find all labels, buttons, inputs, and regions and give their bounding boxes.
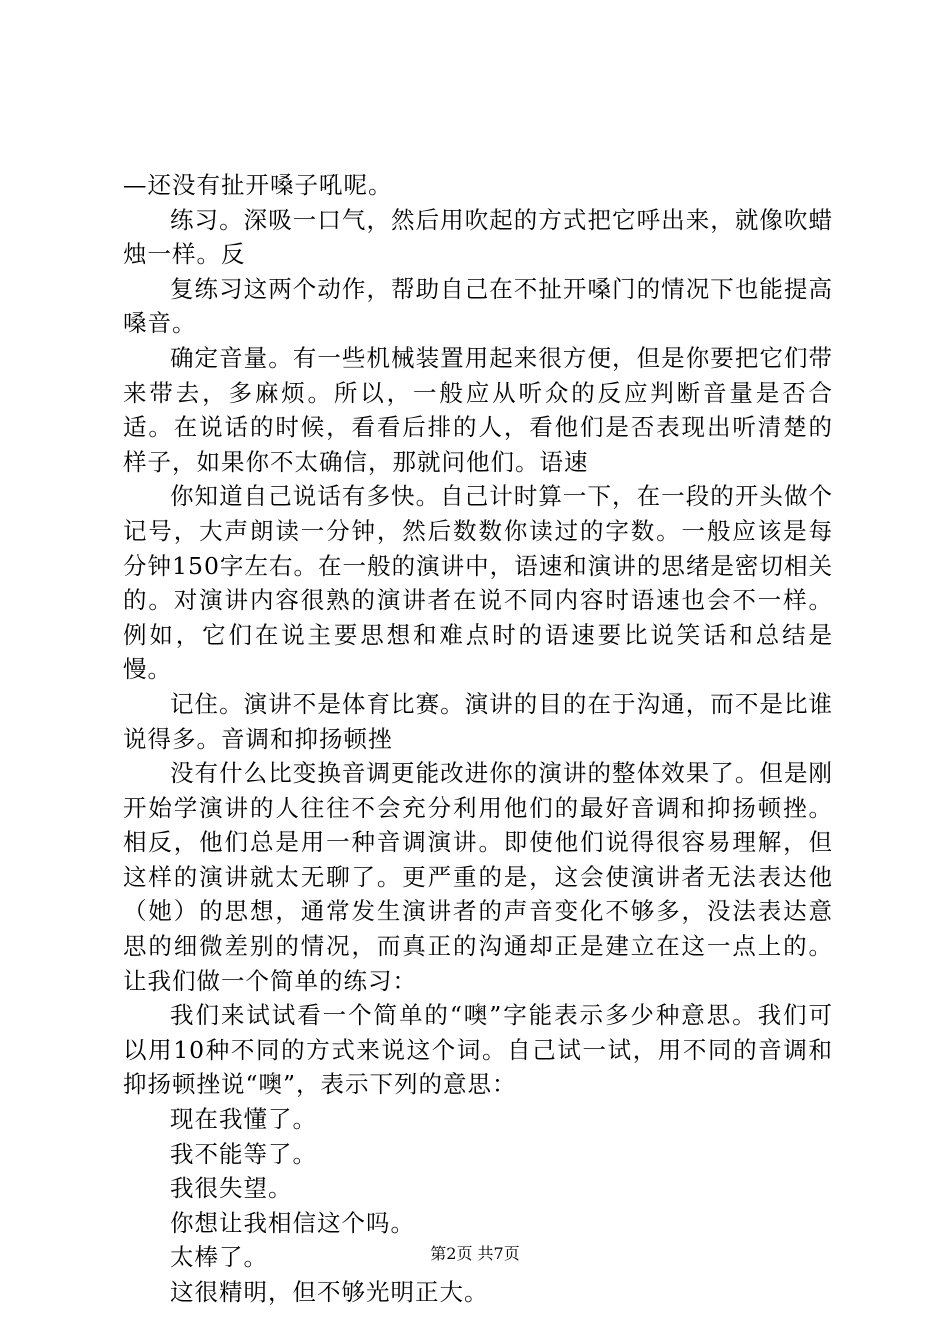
paragraph-1: —还没有扯开嗓子吼呢。 — [123, 171, 393, 199]
paragraph-8: 我们来试试看一个简单的“噢”字能表示多少种意思。我们可以用10种不同的方式来说这个词。自己试一试，用不同的音调和抑扬顿挫说“噢”，表示下列的意思： — [123, 1001, 833, 1099]
paragraph-4: 确定音量。有一些机械装置用起来很方便，但是你要把它们带来带去，多麻烦。所以，一般应从听众的反应判断音量是否合适。在说话的时候，看看后排的人，看他们是否表现出听清楚的样子，如果你不太确信，那就问他们。语速 — [123, 343, 833, 476]
list-item: 这很精明，但不够光明正大。 — [170, 1278, 489, 1306]
paragraph-6: 记住。演讲不是体育比赛。演讲的目的在于沟通，而不是比谁说得多。音调和抑扬顿挫 — [123, 689, 833, 753]
paragraph-5: 你知道自己说话有多快。自己计时算一下，在一段的开头做个记号，大声朗读一分钟，然后数数你读过的字数。一般应该是每分钟150字左右。在一般的演讲中，语速和演讲的思绪是密切相关的。对演讲内容很熟的演讲者在说不同内容时语速也会不一样。例如，它们在说主要思想和难点时的语速要比说笑话和总结是慢。 — [123, 482, 833, 684]
document-body — [123, 168, 833, 1310]
list-item: 我不能等了。 — [170, 1139, 317, 1168]
paragraph-7: 没有什么比变换音调更能改进你的演讲的整体效果了。但是刚开始学演讲的人往往不会充分利用他们的最好音调和抑扬顿挫。相反，他们总是用一种音调演讲。即使他们说得很容易理解，但这样的演讲就太无聊了。更严重的是，这会使演讲者无法表达他（她）的思想，通常发生演讲者的声音变化不够多，没法表达意思的细微差别的情况，而真正的沟通却正是建立在这一点上的。让我们做一个简单的练习： — [123, 759, 833, 995]
list-item: 现在我懂了。 — [170, 1105, 317, 1134]
paragraph-2: 练习。深吸一口气，然后用吹起的方式把它呼出来，就像吹蜡烛一样。反 — [123, 205, 833, 269]
list-item: 太棒了。 — [170, 1243, 268, 1272]
list-item: 我很失望。 — [170, 1174, 293, 1203]
page-number-label: 第2页 共7页 — [430, 1244, 520, 1263]
list-item: 你想让我相信这个吗。 — [170, 1208, 415, 1237]
page-footer — [0, 1244, 950, 1264]
paragraph-3: 复练习这两个动作，帮助自己在不扯开嗓门的情况下也能提高嗓音。 — [123, 274, 833, 338]
